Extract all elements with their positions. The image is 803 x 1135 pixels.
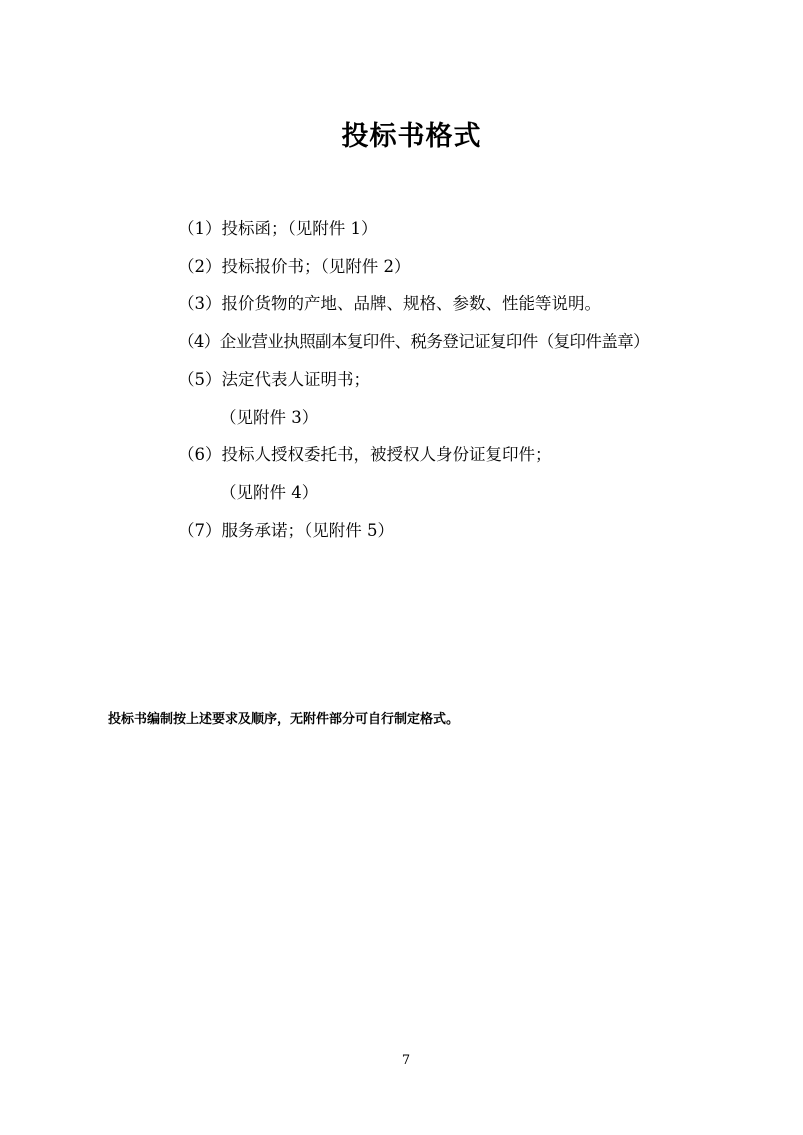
list-item: （5）法定代表人证明书； (178, 370, 370, 389)
formatting-note: 投标书编制按上述要求及顺序，无附件部分可自行制定格式。 (108, 712, 460, 727)
list-item: （1）投标函；（见附件 1） (178, 219, 378, 238)
list-item: （4）企业营业执照副本复印件、税务登记证复印件（复印件盖章） (178, 332, 649, 351)
list-item: （7）服务承诺；（见附件 5） (178, 521, 394, 540)
list-item: （2）投标报价书；（见附件 2） (178, 257, 411, 276)
page-number: 7 (401, 1053, 411, 1068)
list-item-continuation: （见附件 4） (220, 483, 319, 502)
page-title: 投标书格式 (341, 121, 482, 152)
list-item: （3）报价货物的产地、品牌、规格、参数、性能等说明。 (178, 294, 601, 313)
list-item-continuation: （见附件 3） (220, 408, 319, 427)
list-item: （6）投标人授权委托书，被授权人身份证复印件； (178, 445, 552, 464)
